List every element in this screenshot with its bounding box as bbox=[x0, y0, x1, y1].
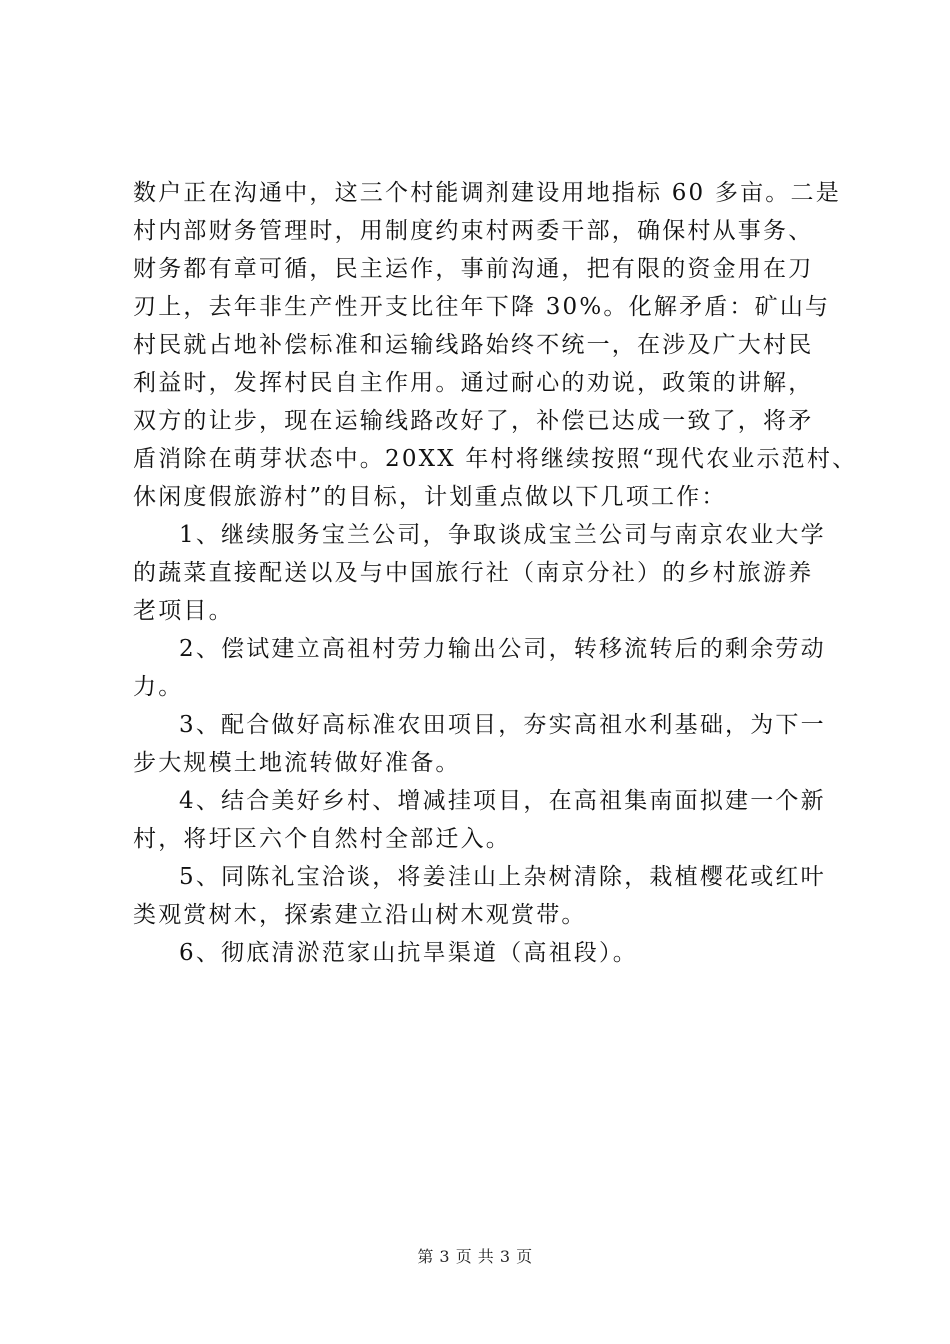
list-item-1-line: 的蔬菜直接配送以及与中国旅行社（南京分社）的乡村旅游养 bbox=[133, 560, 814, 586]
body-line: 盾消除在萌芽状态中。20XX 年村将继续按照“现代农业示范村、 bbox=[133, 446, 858, 472]
page-number-footer: 第 3 页 共 3 页 bbox=[417, 1247, 533, 1266]
list-item-1-line: 老项目。 bbox=[133, 598, 234, 624]
list-item-4-line: 村，将圩区六个自然村全部迁入。 bbox=[133, 826, 511, 852]
list-item-2-line: 2、偿试建立高祖村劳力输出公司，转移流转后的剩余劳动 bbox=[179, 636, 826, 662]
body-line: 刃上，去年非生产性开支比往年下降 30%。化解矛盾：矿山与 bbox=[133, 294, 831, 320]
list-item-4-line: 4、结合美好乡村、增减挂项目，在高祖集南面拟建一个新 bbox=[179, 788, 826, 814]
body-line: 财务都有章可循，民主运作，事前沟通，把有限的资金用在刀 bbox=[133, 256, 814, 282]
body-line: 利益时，发挥村民自主作用。通过耐心的劝说，政策的讲解， bbox=[133, 370, 814, 396]
list-item-6-line: 6、彻底清淤范家山抗旱渠道（高祖段）。 bbox=[179, 940, 638, 966]
list-item-1-line: 1、继续服务宝兰公司，争取谈成宝兰公司与南京农业大学 bbox=[179, 522, 826, 548]
document-body bbox=[133, 174, 858, 972]
list-item-5-line: 类观赏树木，探索建立沿山树木观赏带。 bbox=[133, 902, 587, 928]
body-line: 数户正在沟通中，这三个村能调剂建设用地指标 60 多亩。二是 bbox=[133, 180, 841, 206]
list-item-3-line: 步大规模土地流转做好准备。 bbox=[133, 750, 461, 776]
body-line: 双方的让步，现在运输线路改好了，补偿已达成一致了，将矛 bbox=[133, 408, 814, 434]
list-item-5-line: 5、同陈礼宝洽谈，将姜洼山上杂树清除，栽植樱花或红叶 bbox=[179, 864, 826, 890]
body-line: 村内部财务管理时，用制度约束村两委干部，确保村从事务、 bbox=[133, 218, 814, 244]
body-line: 村民就占地补偿标准和运输线路始终不统一，在涉及广大村民 bbox=[133, 332, 814, 358]
body-line: 休闲度假旅游村”的目标，计划重点做以下几项工作： bbox=[133, 484, 727, 510]
list-item-2-line: 力。 bbox=[133, 674, 184, 700]
list-item-3-line: 3、配合做好高标准农田项目，夯实高祖水利基础，为下一 bbox=[179, 712, 826, 738]
